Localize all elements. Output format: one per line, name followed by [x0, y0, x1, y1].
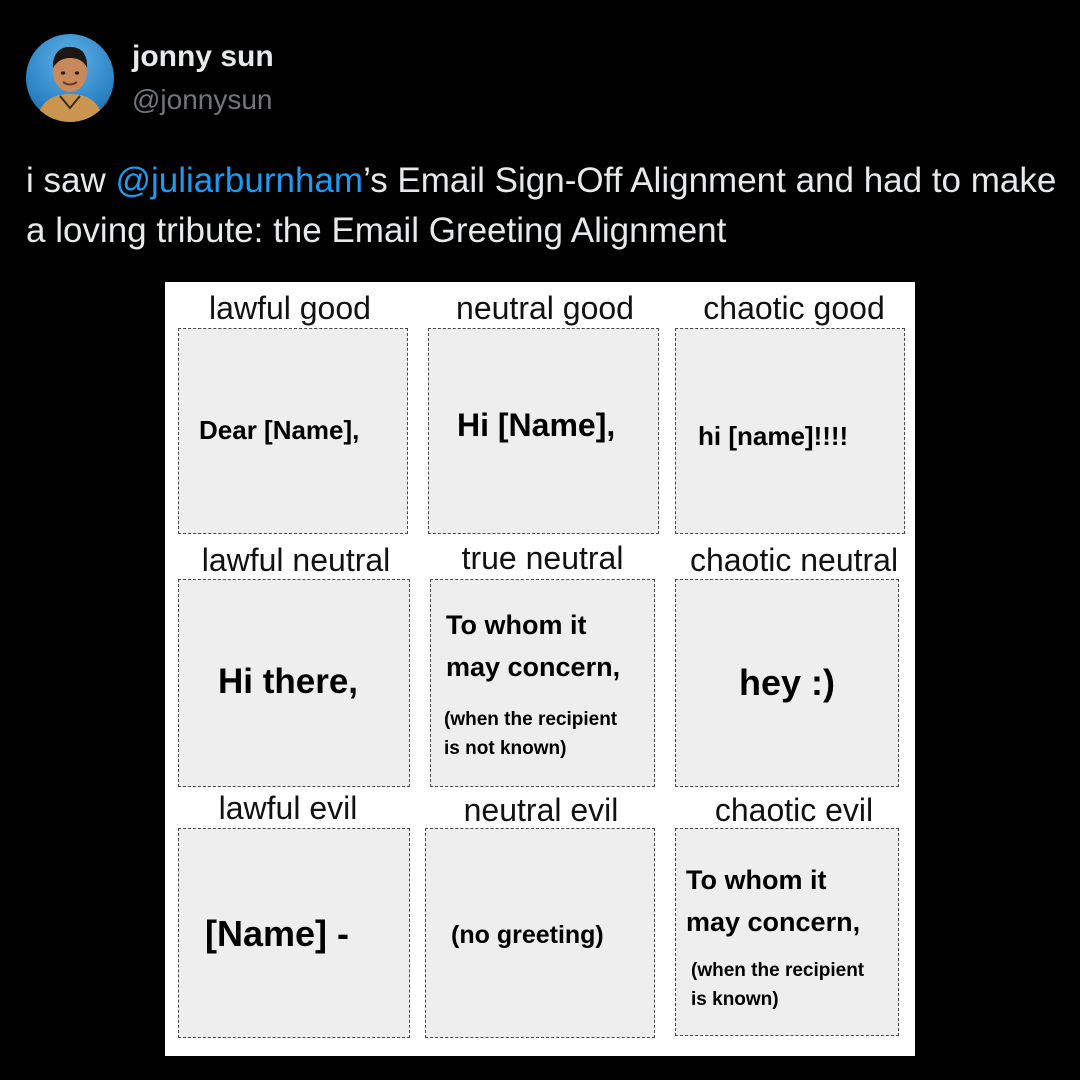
- greeting-note: is not known): [444, 738, 567, 759]
- alignment-cell: [178, 828, 410, 1038]
- greeting-text: Dear [Name],: [199, 415, 360, 445]
- greeting-text: Hi there,: [218, 662, 359, 701]
- greeting-text: (no greeting): [451, 921, 604, 949]
- avatar[interactable]: [26, 34, 114, 122]
- tweet-text-before: i saw: [26, 161, 116, 200]
- greeting-text: may concern,: [686, 907, 861, 937]
- cell-label: lawful evil: [218, 790, 358, 826]
- cell-label: chaotic evil: [714, 792, 874, 828]
- cell-label: neutral evil: [463, 792, 619, 828]
- greeting-text: may concern,: [446, 652, 621, 682]
- greeting-text: Hi [Name],: [457, 407, 616, 443]
- cell-label: true neutral: [461, 540, 624, 576]
- greeting-text: hey :): [739, 662, 836, 703]
- alignment-cell: [428, 328, 659, 534]
- cell-label: chaotic good: [703, 290, 885, 326]
- alignment-cell: [430, 579, 655, 787]
- mention-link[interactable]: @juliarburnham: [115, 161, 364, 200]
- cell-label: lawful neutral: [201, 542, 391, 578]
- display-name[interactable]: jonny sun: [132, 40, 274, 73]
- alignment-cell: [675, 579, 899, 787]
- alignment-cell: [675, 828, 899, 1036]
- greeting-text: hi [name]!!!!: [698, 421, 849, 451]
- greeting-text: To whom it: [446, 610, 587, 640]
- alignment-chart-image[interactable]: [165, 282, 915, 1056]
- tweet-text: [26, 156, 1066, 256]
- user-handle[interactable]: @jonnysun: [132, 84, 273, 115]
- cell-label: lawful good: [209, 290, 371, 326]
- greeting-note: (when the recipient: [691, 960, 865, 981]
- greeting-text: To whom it: [686, 865, 827, 895]
- cell-label: chaotic neutral: [689, 542, 899, 578]
- tweet-text-after: ’s Email Sign-Off Alignment and had to make a loving tribute: the Email Greeting Alignment: [26, 161, 1057, 250]
- profile-photo-icon: [26, 34, 114, 122]
- alignment-cell: [425, 828, 655, 1038]
- alignment-cell: [178, 328, 408, 534]
- alignment-cell: [178, 579, 410, 787]
- greeting-note: is known): [691, 989, 779, 1010]
- greeting-note: (when the recipient: [444, 709, 618, 730]
- greeting-text: [Name] -: [205, 913, 350, 954]
- alignment-cell: [675, 328, 905, 534]
- cell-label: neutral good: [456, 290, 634, 326]
